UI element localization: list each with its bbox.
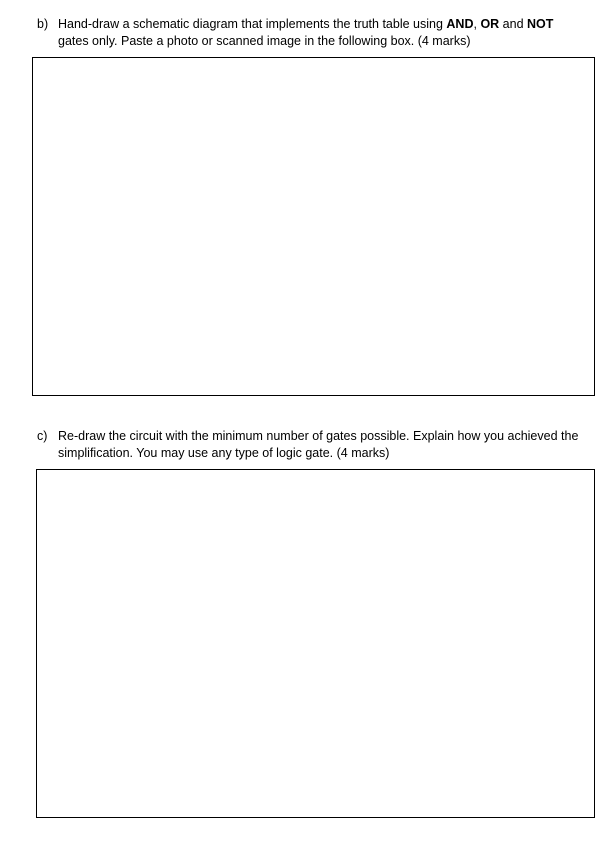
question-b-label: b) [37,17,49,31]
question-b-bold-not: NOT [527,17,554,31]
question-c [37,428,592,462]
question-b [37,16,587,50]
answer-box-c[interactable] [36,469,595,818]
answer-box-b[interactable] [32,57,595,396]
question-b-text [58,16,587,50]
question-c-label: c) [37,429,48,443]
question-b-bold-and: AND [446,17,474,31]
question-b-text-part-3: and [499,17,527,31]
question-c-text: Re-draw the circuit with the minimum number of gates possible. Explain how you achieved the simplification. You may use any type of logic gate. (4 marks) [58,429,579,460]
question-b-text-part-1: Hand-draw a schematic diagram that implements the truth table using [58,17,447,31]
question-b-text-part-4: gates only. Paste a photo or scanned image in the following box. (4 marks) [58,34,471,48]
question-b-bold-or: OR [480,17,500,31]
question-b-text-part-2: , [473,17,481,31]
